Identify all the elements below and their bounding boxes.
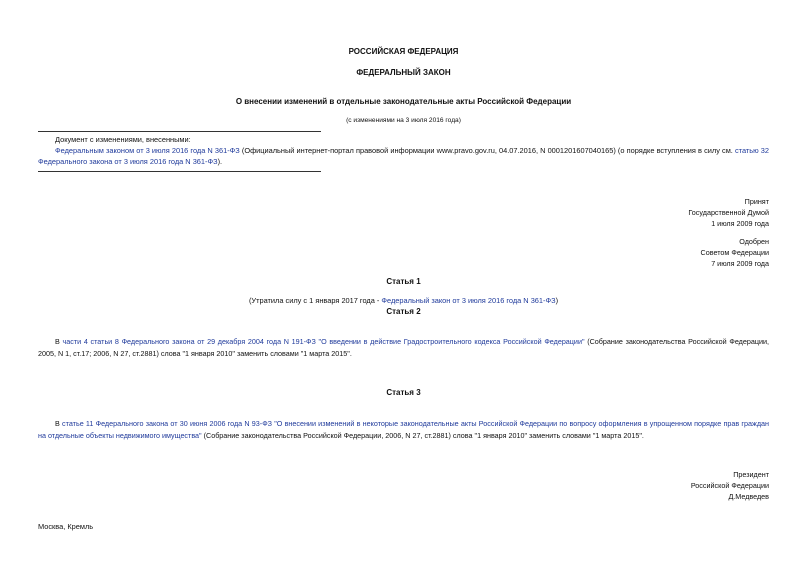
article-1-note-suffix: ) <box>555 296 559 305</box>
article-1-heading: Статья 1 <box>386 277 421 286</box>
accepted-label: Принят <box>744 197 769 206</box>
amend-top-rule <box>38 131 321 132</box>
article-2-body: (Собрание законодательства Российской Федерации, 2005, N 1, ст.17; 2006, N 27, ст.2881) слова "1 января 2010" заменить словами "1 марта 2015". <box>38 337 769 358</box>
article-3-body: (Собрание законодательства Российской Федерации, 2006, N 27, ст.2881) слова "1 января 2010" заменить словами "1 марта 2015". <box>201 430 644 440</box>
amend-text-2: ). <box>217 157 223 166</box>
adoption-approved <box>701 236 769 269</box>
signing-place: Москва, Кремль <box>38 522 94 531</box>
amend-text-1: (Официальный интернет-портал правовой информации www.pravo.gov.ru, 04.07.2016, N 0001201607040165) (о порядке вступления в силу см. <box>239 146 735 155</box>
signature-block <box>691 469 769 502</box>
article-3-law-link[interactable]: статье 11 Федерального закона от 30 июня 2006 года N 93-ФЗ "О внесении изменений в некоторые законодательные акты Российской Федерации по вопросу оформления в упрощенном порядке прав граждан на отдельные объекты недвижимого имущества" <box>38 419 769 440</box>
amend-text <box>38 145 769 167</box>
signature-position: Президент <box>733 470 769 479</box>
adoption-accepted <box>688 196 769 229</box>
article-3-prefix: В <box>55 419 63 428</box>
article-1-repeal-link[interactable]: Федеральный закон от 3 июля 2016 года N 361-ФЗ <box>381 296 556 305</box>
signature-country: Российской Федерации <box>690 481 769 490</box>
article-2-heading: Статья 2 <box>386 307 421 316</box>
country-heading: РОССИЙСКАЯ ФЕДЕРАЦИЯ <box>348 47 459 56</box>
article-1-note <box>0 296 807 305</box>
doc-type-heading: ФЕДЕРАЛЬНЫЙ ЗАКОН <box>356 68 451 77</box>
approved-by: Советом Федерации <box>700 248 769 257</box>
accepted-by: Государственной Думой <box>688 208 769 217</box>
article-3-heading: Статья 3 <box>386 388 421 397</box>
article-1-note-prefix: (Утратила силу с 1 января 2017 года - <box>248 296 382 305</box>
amend-intro: Документ с изменениями, внесенными: <box>55 135 191 144</box>
accepted-date: 1 июля 2009 года <box>711 219 769 228</box>
amendment-note: (с изменениями на 3 июля 2016 года) <box>346 117 461 124</box>
approved-label: Одобрен <box>739 237 769 246</box>
amend-article-link[interactable]: статью 32 Федерального закона от 3 июля 2016 года N 361-ФЗ <box>38 146 770 166</box>
signature-name: Д.Медведев <box>728 492 769 501</box>
approved-date: 7 июля 2009 года <box>711 259 769 268</box>
amend-bottom-rule <box>38 171 321 172</box>
document-title: О внесении изменений в отдельные законодательные акты Российской Федерации <box>235 97 572 106</box>
amend-law-link[interactable]: Федеральным законом от 3 июля 2016 года N 361-ФЗ <box>55 146 240 155</box>
article-3-text <box>38 418 769 441</box>
article-2-law-link[interactable]: части 4 статьи 8 Федерального закона от 29 декабря 2004 года N 191-ФЗ "О введении в действие Градостроительного кодекса Российской Федерации" <box>62 337 585 346</box>
article-2-text <box>38 336 769 359</box>
article-2-prefix: В <box>55 337 63 346</box>
